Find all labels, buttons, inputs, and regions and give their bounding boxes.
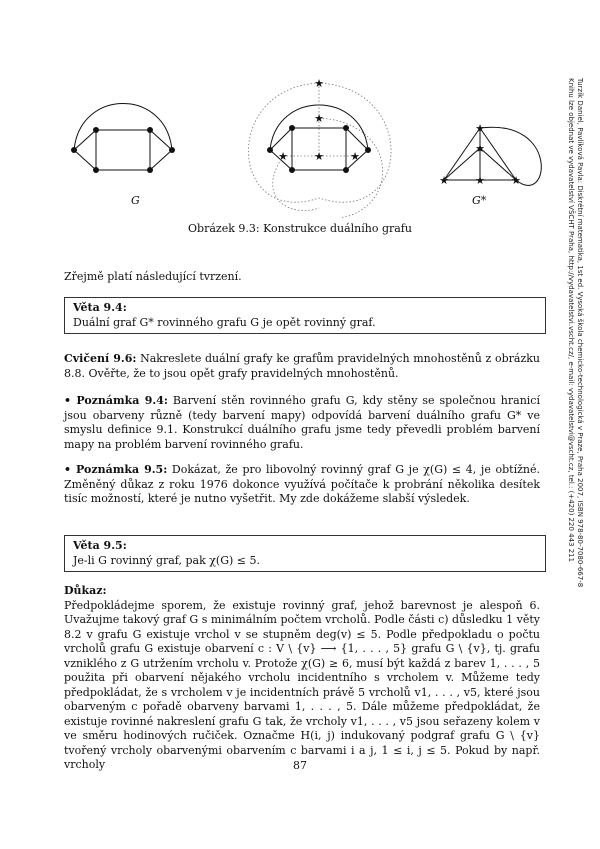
theorem-9-5-title: Věta 9.5: xyxy=(73,539,127,552)
graph-g xyxy=(74,104,172,171)
theorem-9-5-box xyxy=(64,535,546,572)
page-number: 87 xyxy=(293,759,307,772)
side-note-line-1: Turzík Daniel, Pavlíková Pavla: Diskrétní matematika, 1st ed. Vysoká škola chemicko-technologická v Praze, Praha 2007, ISBN 978-80-7080-667-8 xyxy=(576,78,584,588)
svg-text:★: ★ xyxy=(314,77,324,90)
theorem-9-4-title: Věta 9.4: xyxy=(73,301,127,314)
theorem-9-4-body: Duální graf G* rovinného grafu G je opět rovinný graf. xyxy=(73,315,376,329)
exercise-9-6 xyxy=(64,352,540,381)
svg-text:★: ★ xyxy=(278,150,288,163)
proof xyxy=(64,584,540,773)
note-9-5-body: Dokázat, že pro libovolný rovinný graf G je χ(G) ≤ 4, je obtížné. Změněný důkaz z roku 1976 dokonce využívá počítače k probrání několika desítek tisíc možností, které je nutno vyšetřit. My zde dokážeme slabší výsledek. xyxy=(64,463,540,505)
svg-text:★: ★ xyxy=(350,150,360,163)
svg-text:★: ★ xyxy=(439,174,449,187)
svg-text:★: ★ xyxy=(314,150,324,163)
proof-body: Předpokládejme sporem, že existuje rovinný graf, jehož barevnost je alespoň 6. Uvažujme takový graf G s minimálním počtem vrcholů. Podle části c) důsledku 1 věty 8.2 v grafu G existuje vrchol v se stupněm deg(v) ≤ 5. Podle předpokladu o počtu vrcholů grafu G existuje obarvení c : V \ {v} ⟶ {1, . . . , 5} grafu G \ {v}, tj. grafu vzniklého z G utržením vrcholu v. Protože χ(G) ≥ 6, musí být každá z barev 1, . . . , 5 použita při obarvení nějakého vrcholu incidentního s vrcholem v. Můžeme tedy předpokládat, že s vrcholem v je incidentních právě 5 vrcholů v1, . . . , v5, které jsou obarveným c pořadě obarveny barvami 1, . . . , 5. Dále můžeme předpokládat, že existuje rovinné nakreslení grafu G tak, že vrcholy v1, . . . , v5 jsou seřazeny kolem v ve směru hodinových ručiček. Označme H(i, j) indukovaný podgraf grafu G \ {v} tvořený vrcholy obarvenými obarvením c barvami i a j, 1 ≤ i, j ≤ 5. Pokud by např. vrcholy xyxy=(64,598,540,771)
note-9-4 xyxy=(64,394,540,452)
figure-caption: Obrázek 9.3: Konstrukce duálního grafu xyxy=(188,222,412,235)
side-note-line-2: Knihu lze objednat ve vydavatelství VŠCHT Praha, http://vydavatelstvi.vscht.cz/, e-mail: vydavatelstvi@vscht.cz, tel.: (+420) 220 443 211 xyxy=(567,78,575,563)
dual-graph-drawing xyxy=(40,68,560,238)
exercise-9-6-title: Cvičení 9.6: xyxy=(64,352,137,365)
note-9-4-title: • Poznámka 9.4: xyxy=(64,394,168,407)
theorem-9-5-body: Je-li G rovinný graf, pak χ(G) ≤ 5. xyxy=(73,553,260,567)
graph-gstar-label: G* xyxy=(472,194,487,207)
svg-text:★: ★ xyxy=(475,122,485,135)
note-9-5 xyxy=(64,463,540,507)
graph-g-label: G xyxy=(131,194,140,207)
svg-text:★: ★ xyxy=(511,174,521,187)
exercise-9-6-body: Nakreslete duální grafy ke grafům pravidelných mnohostěnů z obrázku 8.8. Ověřte, že to jsou opět grafy pravidelných mnohostěnů. xyxy=(64,352,540,380)
svg-text:★: ★ xyxy=(475,174,485,187)
note-9-5-title: • Poznámka 9.5: xyxy=(64,463,168,476)
svg-text:★: ★ xyxy=(314,112,324,125)
svg-text:★: ★ xyxy=(475,142,485,155)
proof-title: Důkaz: xyxy=(64,584,107,597)
side-note xyxy=(566,78,584,598)
dual-graph-figure xyxy=(40,68,560,238)
intro-text: Zřejmě platí následující tvrzení. xyxy=(64,270,242,283)
theorem-9-4-box xyxy=(64,297,546,334)
note-9-4-body: Barvení stěn rovinného grafu G, kdy stěny se společnou hranicí jsou obarveny různě (tedy barvení mapy) odpovídá barvení duálního grafu G* ve smyslu definice 9.1. Konstrukcí duálního grafu jsme tedy převedli problém barvení mapy na problém barvení rovinného grafu. xyxy=(64,394,540,451)
